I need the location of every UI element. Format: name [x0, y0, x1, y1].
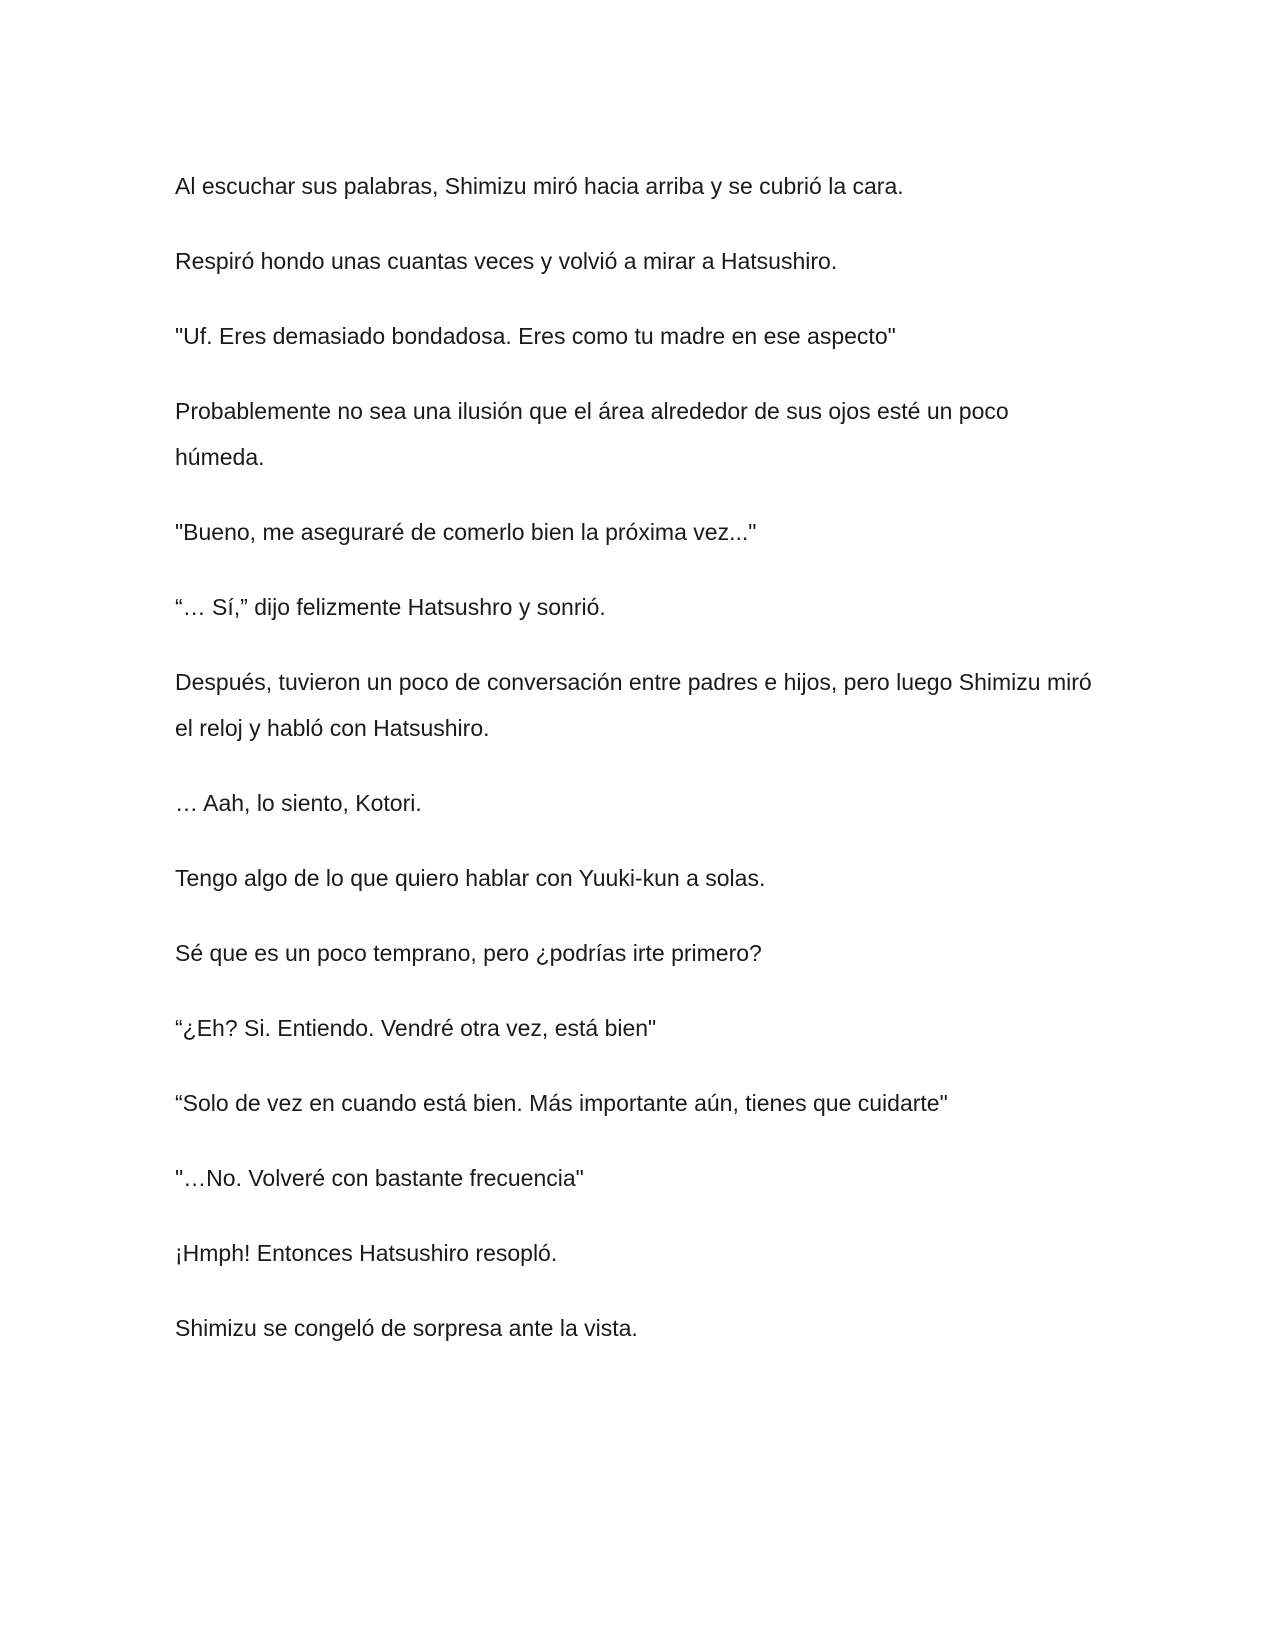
paragraph: “¿Eh? Si. Entiendo. Vendré otra vez, está bien": [175, 1015, 657, 1041]
paragraph: Después, tuvieron un poco de conversación entre padres e hijos, pero luego Shimizu miró el reloj y habló con Hatsushiro.: [175, 669, 1092, 741]
paragraph: “… Sí,” dijo felizmente Hatsushro y sonrió.: [175, 594, 606, 620]
paragraph: Probablemente no sea una ilusión que el área alrededor de sus ojos esté un poco húmeda.: [175, 398, 1009, 470]
paragraph: Tengo algo de lo que quiero hablar con Yuuki-kun a solas.: [175, 865, 766, 891]
page-body: [175, 163, 1095, 1380]
paragraph: Respiró hondo unas cuantas veces y volvió a mirar a Hatsushiro.: [175, 248, 838, 274]
paragraph: "…No. Volveré con bastante frecuencia": [175, 1165, 584, 1191]
paragraph: “Solo de vez en cuando está bien. Más importante aún, tienes que cuidarte": [175, 1090, 948, 1116]
paragraph: Sé que es un poco temprano, pero ¿podrías irte primero?: [175, 940, 762, 966]
paragraph: "Uf. Eres demasiado bondadosa. Eres como tu madre en ese aspecto": [175, 323, 896, 349]
paragraph: ¡Hmph! Entonces Hatsushiro resopló.: [175, 1240, 558, 1266]
paragraph: Shimizu se congeló de sorpresa ante la vista.: [175, 1315, 638, 1341]
paragraph: Al escuchar sus palabras, Shimizu miró hacia arriba y se cubrió la cara.: [175, 173, 904, 199]
paragraph: … Aah, lo siento, Kotori.: [175, 790, 422, 816]
paragraph: "Bueno, me aseguraré de comerlo bien la próxima vez...": [175, 519, 757, 545]
